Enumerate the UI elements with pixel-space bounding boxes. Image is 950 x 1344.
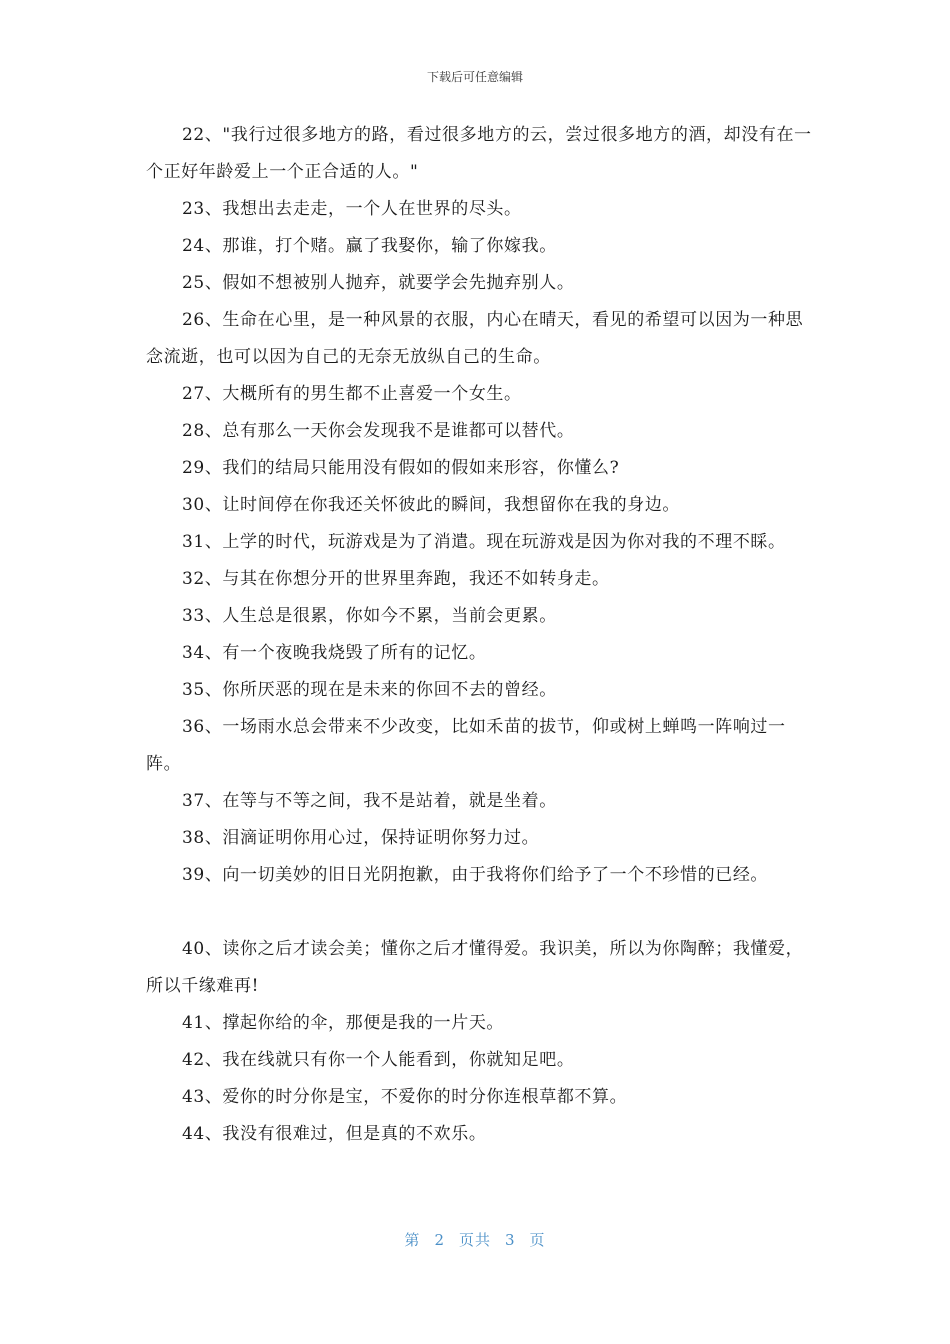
paragraph-22: 22、"我行过很多地方的路，看过很多地方的云，尝过很多地方的酒，却没有在一个正好年龄爱上一个正合适的人。" — [146, 125, 812, 182]
paragraph-35: 35、你所厌恶的现在是未来的你回不去的曾经。 — [182, 680, 557, 700]
page-footer — [0, 1229, 950, 1250]
paragraph-26: 26、生命在心里，是一种风景的衣服，内心在晴天，看见的希望可以因为一种思念流逝，也可以因为自己的无奈无放纵自己的生命。 — [146, 310, 804, 367]
blank-line — [146, 894, 812, 931]
paragraph-29: 29、我们的结局只能用没有假如的假如来形容，你懂么? — [182, 458, 620, 478]
paragraph-32: 32、与其在你想分开的世界里奔跑，我还不如转身走。 — [182, 569, 610, 589]
paragraph-39: 39、向一切美妙的旧日光阴抱歉，由于我将你们给予了一个不珍惜的已经。 — [182, 865, 769, 885]
paragraph-33: 33、人生总是很累，你如今不累，当前会更累。 — [182, 606, 557, 626]
paragraph-38: 38、泪滴证明你用心过，保持证明你努力过。 — [182, 828, 540, 848]
paragraph-31: 31、上学的时代，玩游戏是为了消遣。现在玩游戏是因为你对我的不理不睬。 — [182, 532, 786, 552]
paragraph-42: 42、我在线就只有你一个人能看到，你就知足吧。 — [182, 1050, 575, 1070]
footer-prefix: 第 — [404, 1231, 421, 1249]
paragraph-30: 30、让时间停在你我还关怀彼此的瞬间，我想留你在我的身边。 — [182, 495, 681, 515]
footer-suffix: 页 — [529, 1231, 546, 1249]
paragraph-40: 40、读你之后才读会美；懂你之后才懂得爱。我识美，所以为你陶醉；我懂爱，所以千缘难再! — [146, 939, 804, 996]
paragraph-34: 34、有一个夜晚我烧毁了所有的记忆。 — [182, 643, 487, 663]
paragraph-37: 37、在等与不等之间，我不是站着，就是坐着。 — [182, 791, 557, 811]
footer-current-page: 2 — [434, 1231, 445, 1249]
paragraph-43: 43、爱你的时分你是宝，不爱你的时分你连根草都不算。 — [182, 1087, 628, 1107]
paragraph-27: 27、大概所有的男生都不止喜爱一个女生。 — [182, 384, 522, 404]
header-note: 下载后可任意编辑 — [426, 70, 523, 84]
document-body — [146, 117, 812, 1153]
footer-middle: 页共 — [458, 1231, 491, 1249]
paragraph-36: 36、一场雨水总会带来不少改变，比如禾苗的拔节，仰或树上蝉鸣一阵响过一阵。 — [146, 717, 786, 774]
paragraph-41: 41、撑起你给的伞，那便是我的一片天。 — [182, 1013, 505, 1033]
paragraph-23: 23、我想出去走走，一个人在世界的尽头。 — [182, 199, 522, 219]
paragraph-44: 44、我没有很难过，但是真的不欢乐。 — [182, 1124, 487, 1144]
paragraph-25: 25、假如不想被别人抛弃，就要学会先抛弃别人。 — [182, 273, 575, 293]
paragraph-24: 24、那谁，打个赌。赢了我娶你，输了你嫁我。 — [182, 236, 557, 256]
footer-total-pages: 3 — [505, 1231, 516, 1249]
paragraph-28: 28、总有那么一天你会发现我不是谁都可以替代。 — [182, 421, 575, 441]
